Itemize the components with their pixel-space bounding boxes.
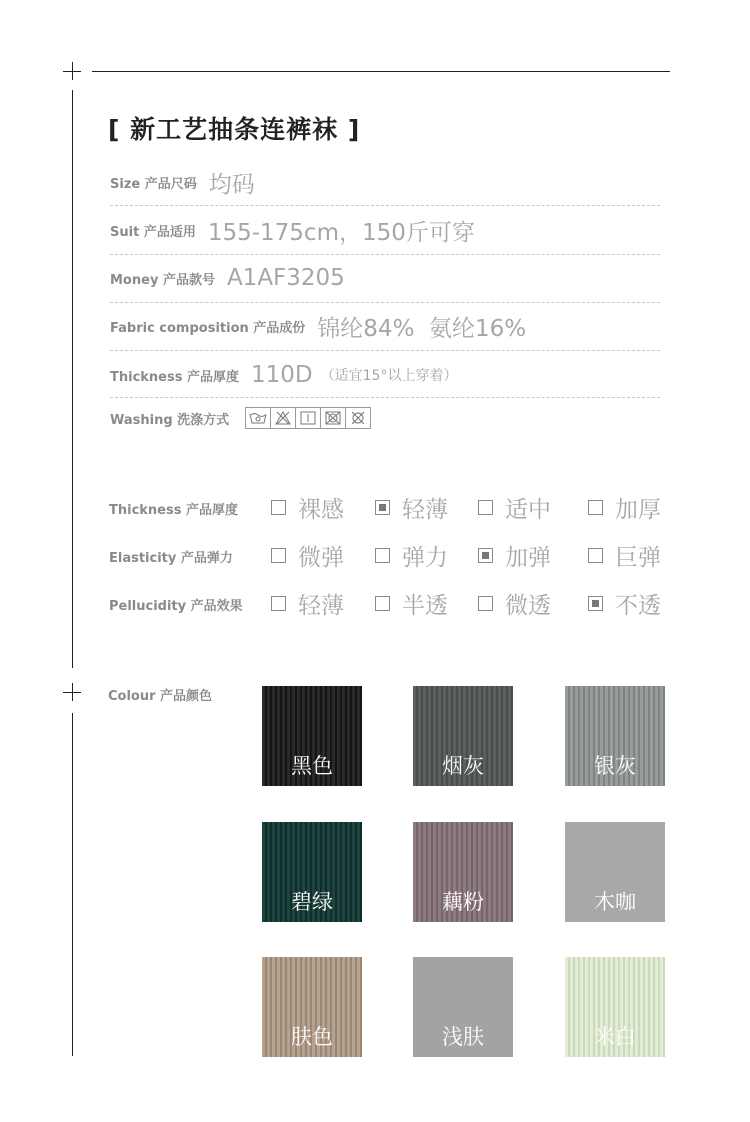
option-text: 加厚 [615,497,661,523]
option-text: 适中 [505,497,551,523]
checkbox[interactable] [588,500,603,515]
spec-size [110,158,660,206]
colour-swatch[interactable] [262,957,362,1057]
option-text: 半透 [402,593,448,619]
spec-value: 110D [251,362,313,388]
option-text: 不透 [615,593,661,619]
spec-note: （适宜15°以上穿着） [320,368,458,384]
checkbox[interactable] [478,500,493,515]
checkbox[interactable] [375,596,390,611]
option-text: 轻薄 [402,497,448,523]
checkbox[interactable] [588,548,603,563]
elasticity-option-slight[interactable] [271,539,344,572]
colour-swatch[interactable] [262,822,362,922]
spec-value: 155-175cm，150斤可穿 [207,219,475,246]
option-text: 轻薄 [298,593,344,619]
checkbox-checked[interactable] [375,500,390,515]
spec-value: 均码 [208,171,255,198]
elasticity-option-extra[interactable] [478,539,551,572]
colour-name: 米白 [594,1025,636,1049]
no-tumble-dry-icon [321,408,346,428]
option-text: 加弹 [505,545,551,571]
left-rule-upper [72,90,73,668]
thickness-option-medium[interactable] [478,491,551,524]
colour-swatch[interactable] [565,957,665,1057]
spec-washing [110,394,660,442]
colour-name: 木咖 [594,890,636,914]
top-rule [92,71,670,72]
checkbox[interactable] [375,548,390,563]
pellucidity-label: Pellucidity 产品效果 [109,599,243,614]
colour-label: Colour 产品颜色 [108,689,213,704]
left-rule-lower [72,713,73,1056]
option-text: 裸感 [298,497,344,523]
pellucidity-option-opaque[interactable] [588,587,661,620]
spec-thickness [110,351,660,399]
colour-swatch[interactable] [565,822,665,922]
iron-low-icon [296,408,321,428]
washing-icons [245,407,371,429]
colour-name: 藕粉 [442,890,484,914]
colour-swatch[interactable] [413,957,513,1057]
spec-value: A1AF3205 [226,265,345,291]
pellucidity-option-semi[interactable] [375,587,448,620]
page-title: [ 新工艺抽条连裤袜 ] [108,115,361,144]
option-text: 微弹 [298,545,344,571]
colour-name: 黑色 [291,754,333,778]
hand-wash-icon [246,408,271,428]
spec-fabric [110,302,660,350]
colour-swatch[interactable] [262,686,362,786]
spec-label: Suit 产品适用 [110,224,196,240]
checkbox-checked[interactable] [478,548,493,563]
spec-label: Money 产品款号 [110,272,215,288]
thickness-label: Thickness 产品厚度 [109,503,239,518]
thickness-option-thick[interactable] [588,491,661,524]
option-text: 巨弹 [615,545,661,571]
thickness-option-bare[interactable] [271,491,344,524]
colour-swatch[interactable] [565,686,665,786]
colour-swatch[interactable] [413,822,513,922]
thickness-option-thin[interactable] [375,491,448,524]
pellucidity-option-thin[interactable] [271,587,344,620]
pellucidity-option-slight[interactable] [478,587,551,620]
colour-name: 浅肤 [442,1025,484,1049]
elasticity-label: Elasticity 产品弹力 [109,551,233,566]
option-text: 弹力 [402,545,448,571]
elasticity-option-huge[interactable] [588,539,661,572]
spec-label: Fabric composition 产品成份 [110,320,306,336]
spec-model [110,254,660,302]
spec-suit [110,206,660,254]
colour-swatch[interactable] [413,686,513,786]
no-bleach-icon [271,408,296,428]
elasticity-option-elastic[interactable] [375,539,448,572]
checkbox[interactable] [271,596,286,611]
checkbox-checked[interactable] [588,596,603,611]
colour-name: 碧绿 [291,890,333,914]
no-dry-clean-icon [346,408,370,428]
spec-label: Washing 洗涤方式 [110,412,230,428]
checkbox[interactable] [271,500,286,515]
colour-name: 肤色 [291,1025,333,1049]
colour-name: 银灰 [594,754,636,778]
spec-value: 锦纶84% 氨纶16% [317,315,527,342]
mid-cross-v [72,683,73,701]
top-cross-v [72,62,73,80]
checkbox[interactable] [271,548,286,563]
checkbox[interactable] [478,596,493,611]
colour-name: 烟灰 [442,754,484,778]
spec-label: Size 产品尺码 [110,176,197,192]
spec-label: Thickness 产品厚度 [110,369,240,385]
option-text: 微透 [505,593,551,619]
